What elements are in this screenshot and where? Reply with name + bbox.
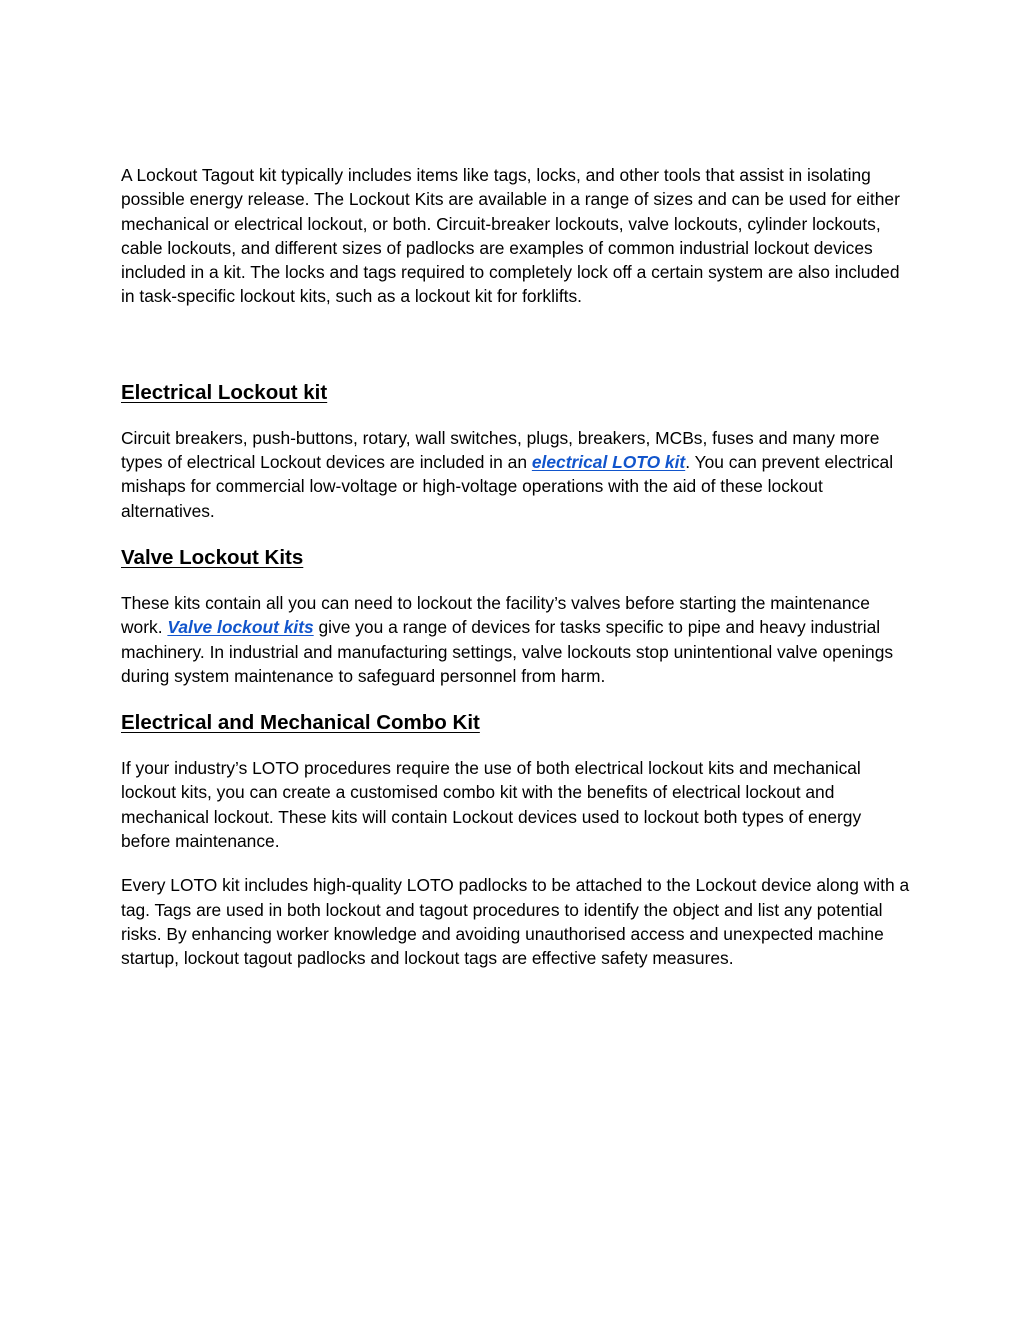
loto-padlocks-paragraph: Every LOTO kit includes high-quality LOTO padlocks to be attached to the Lockout device along with a tag. Tags are used in both lockout and tagout procedures to identify the object and list any potential risks. By enhancing worker knowledge and avoiding unauthorised access and unexpected machine startup, lockout tagout padlocks and lockout tags are effective safety measures. (121, 875, 910, 969)
paragraph-text: These kits contain all you can need to lockout the facility’s valves before starting the maintenance work. (121, 592, 870, 638)
section-heading-electrical-lockout-kit: Electrical Lockout kit (121, 380, 328, 404)
valve-lockout-kits-link[interactable]: Valve lockout kits (167, 617, 314, 638)
intro-paragraph: A Lockout Tagout kit typically includes items like tags, locks, and other tools that assist in isolating possible energy release. The Lockout Kits are available in a range of sizes and can be used for either mechanical or electrical lockout, or both. Circuit-breaker lockouts, valve lockouts, cylinder lockouts, cable lockouts, and different sizes of padlocks are examples of common industrial lockout devices included in a kit. The locks and tags required to completely lock off a certain system are also included in task-specific lockout kits, such as a lockout kit for forklifts. (121, 165, 900, 307)
electrical-lockout-paragraph (121, 426, 911, 523)
document-body (121, 163, 911, 971)
electrical-loto-kit-link[interactable]: electrical LOTO kit (531, 452, 686, 473)
valve-lockout-paragraph (121, 591, 911, 688)
paragraph-text: Circuit breakers, push-buttons, rotary, wall switches, plugs, breakers, MCBs, fuses and many more types of electrical Lockout devices are included in an (121, 427, 880, 473)
paragraph-text: . You can prevent electrical mishaps for commercial low-voltage or high-voltage operations with the aid of these lockout alternatives. (121, 452, 894, 521)
paragraph-text: give you a range of devices for tasks specific to pipe and heavy industrial machinery. In industrial and manufacturing settings, valve lockouts stop unintentional valve openings during system maintenance to safeguard personnel from harm. (121, 617, 894, 686)
section-heading-valve-lockout-kits: Valve Lockout Kits (121, 545, 304, 569)
section-heading-combo-kit: Electrical and Mechanical Combo Kit (121, 711, 480, 735)
combo-kit-paragraph: If your industry’s LOTO procedures require the use of both electrical lockout kits and mechanical lockout kits, you can create a customised combo kit with the benefits of electrical lockout and mechanical lockout. These kits will contain Lockout devices used to lockout both types of energy before maintenance. (121, 758, 862, 852)
